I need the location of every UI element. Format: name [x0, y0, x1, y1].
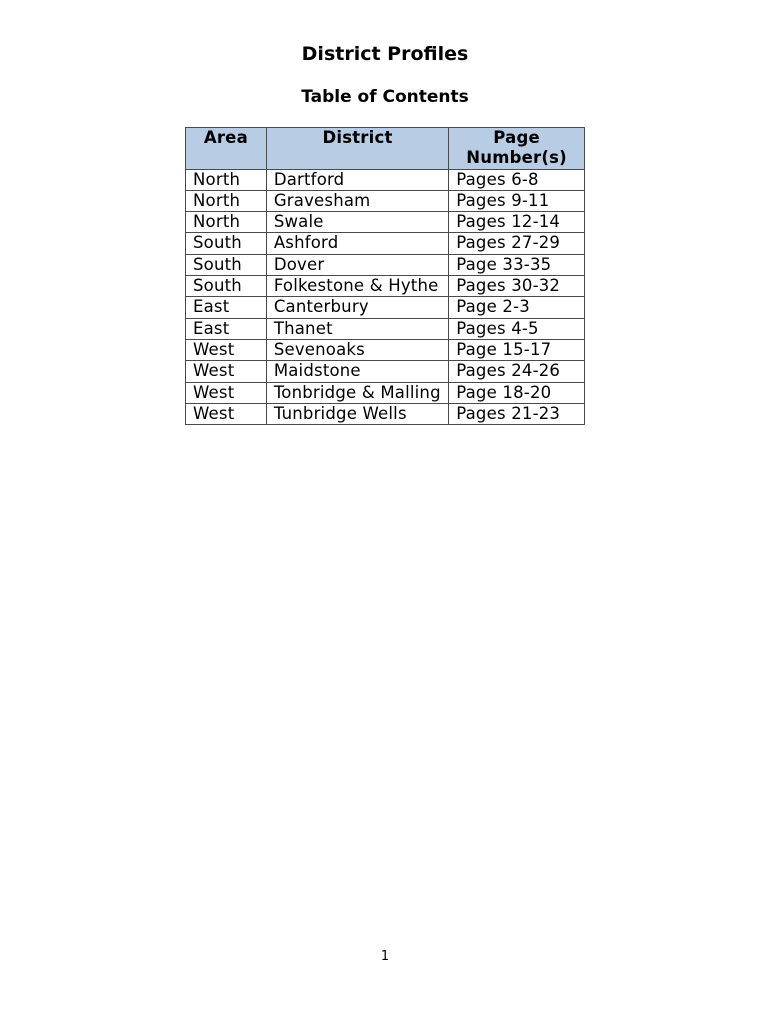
header-page-numbers: Page Number(s): [449, 128, 585, 170]
area-cell: West: [186, 361, 267, 382]
table-row: [186, 318, 585, 339]
header-district: District: [266, 128, 448, 170]
page-cell: Pages 24-26: [449, 361, 585, 382]
district-cell: Ashford: [266, 233, 448, 254]
table-row: [186, 382, 585, 403]
table-row: [186, 190, 585, 211]
area-cell: South: [186, 233, 267, 254]
area-cell: East: [186, 297, 267, 318]
district-cell: Dartford: [266, 169, 448, 190]
area-cell: West: [186, 339, 267, 360]
page-cell: Pages 12-14: [449, 212, 585, 233]
area-cell: South: [186, 254, 267, 275]
area-cell: North: [186, 169, 267, 190]
district-cell: Maidstone: [266, 361, 448, 382]
document-title: District Profiles: [301, 43, 469, 65]
table-row: [186, 169, 585, 190]
district-cell: Swale: [266, 212, 448, 233]
page-cell: Pages 30-32: [449, 276, 585, 297]
district-cell: Gravesham: [266, 190, 448, 211]
page-number: 1: [380, 949, 390, 964]
table-row: [186, 339, 585, 360]
table-row: [186, 297, 585, 318]
table-row: [186, 212, 585, 233]
table-row: [186, 233, 585, 254]
page-cell: Page 2-3: [449, 297, 585, 318]
area-cell: North: [186, 190, 267, 211]
table-row: [186, 254, 585, 275]
page-cell: Pages 21-23: [449, 403, 585, 424]
page-cell: Page 18-20: [449, 382, 585, 403]
district-cell: Dover: [266, 254, 448, 275]
page-cell: Page 33-35: [449, 254, 585, 275]
table-of-contents: [185, 127, 585, 425]
district-cell: Canterbury: [266, 297, 448, 318]
table-row: [186, 361, 585, 382]
district-cell: Sevenoaks: [266, 339, 448, 360]
page-cell: Pages 27-29: [449, 233, 585, 254]
table-header-row: [186, 128, 585, 170]
district-cell: Tonbridge & Malling: [266, 382, 448, 403]
district-cell: Thanet: [266, 318, 448, 339]
area-cell: North: [186, 212, 267, 233]
header-area: Area: [186, 128, 267, 170]
page-cell: Pages 6-8: [449, 169, 585, 190]
area-cell: South: [186, 276, 267, 297]
area-cell: East: [186, 318, 267, 339]
table-row: [186, 276, 585, 297]
district-cell: Tunbridge Wells: [266, 403, 448, 424]
table-of-contents-heading: Table of Contents: [301, 87, 469, 107]
area-cell: West: [186, 382, 267, 403]
page-cell: Pages 4-5: [449, 318, 585, 339]
district-cell: Folkestone & Hythe: [266, 276, 448, 297]
page-cell: Pages 9-11: [449, 190, 585, 211]
area-cell: West: [186, 403, 267, 424]
table-row: [186, 403, 585, 424]
page-cell: Page 15-17: [449, 339, 585, 360]
